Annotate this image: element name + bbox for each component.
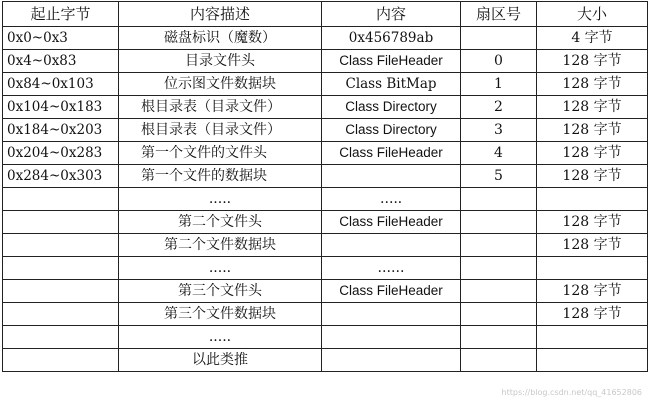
table-row [3,234,648,257]
cell-byte-range: 0x284~0x303 [3,165,119,188]
cell-size: 128 字节 [537,142,648,165]
cell-sector [461,234,537,257]
cell-content: ….. [322,188,461,211]
cell-content: Class FileHeader [322,50,461,73]
cell-size: 128 字节 [537,280,648,303]
cell-byte-range [3,188,119,211]
cell-byte-range [3,211,119,234]
cell-size: 128 字节 [537,303,648,326]
cell-description: 根目录表（目录文件） [119,96,322,119]
cell-content: Class FileHeader [322,280,461,303]
cell-description: 第三个文件数据块 [119,303,322,326]
cell-sector [461,303,537,326]
cell-size [537,257,648,280]
cell-size: 128 字节 [537,50,648,73]
cell-description: 磁盘标识（魔数） [119,27,322,50]
disk-layout-table [2,1,648,372]
cell-content: Class Directory [322,119,461,142]
cell-content: Class FileHeader [322,142,461,165]
cell-byte-range [3,349,119,372]
cell-description: 第一个文件的文件头 [119,142,322,165]
cell-byte-range: 0x104~0x183 [3,96,119,119]
cell-byte-range: 0x0~0x3 [3,27,119,50]
cell-sector: 5 [461,165,537,188]
cell-size [537,349,648,372]
cell-content: 0x456789ab [322,27,461,50]
cell-size: 128 字节 [537,211,648,234]
cell-content [322,326,461,349]
cell-sector [461,188,537,211]
cell-byte-range [3,234,119,257]
cell-byte-range [3,303,119,326]
cell-description: ..... [119,257,322,280]
cell-description: ..... [119,326,322,349]
table-row [3,119,648,142]
cell-description: 第三个文件头 [119,280,322,303]
cell-byte-range [3,257,119,280]
table-row [3,73,648,96]
table-row [3,349,648,372]
cell-byte-range [3,280,119,303]
cell-size: 128 字节 [537,165,648,188]
cell-byte-range: 0x84~0x103 [3,73,119,96]
watermark: https://blog.csdn.net/qq_41652806 [501,388,642,397]
cell-content: …… [322,257,461,280]
cell-size [537,188,648,211]
cell-sector: 0 [461,50,537,73]
cell-content: Class FileHeader [322,211,461,234]
table-row [3,188,648,211]
cell-byte-range: 0x204~0x283 [3,142,119,165]
table-row [3,27,648,50]
table-row [3,211,648,234]
cell-description: 根目录表（目录文件） [119,119,322,142]
header-sector: 扇区号 [461,2,537,27]
cell-size: 128 字节 [537,234,648,257]
cell-sector [461,211,537,234]
cell-sector: 1 [461,73,537,96]
table-row [3,50,648,73]
cell-description: 目录文件头 [119,50,322,73]
cell-content [322,165,461,188]
cell-sector [461,326,537,349]
cell-sector [461,257,537,280]
cell-description: 位示图文件数据块 [119,73,322,96]
table-row [3,326,648,349]
header-byte-range: 起止字节 [3,2,119,27]
table-row [3,280,648,303]
cell-description: ..... [119,188,322,211]
cell-sector [461,280,537,303]
cell-sector [461,349,537,372]
table-row [3,165,648,188]
cell-size: 128 字节 [537,73,648,96]
cell-content: Class BitMap [322,73,461,96]
cell-byte-range [3,326,119,349]
cell-byte-range: 0x184~0x203 [3,119,119,142]
table-row [3,303,648,326]
cell-description: 第二个文件数据块 [119,234,322,257]
cell-content [322,234,461,257]
table-row [3,96,648,119]
header-size: 大小 [537,2,648,27]
table-header-row [3,2,648,27]
cell-sector [461,27,537,50]
cell-description: 第二个文件头 [119,211,322,234]
header-content: 内容 [322,2,461,27]
cell-byte-range: 0x4~0x83 [3,50,119,73]
cell-description: 第一个文件的数据块 [119,165,322,188]
cell-sector: 3 [461,119,537,142]
cell-size [537,326,648,349]
table-row [3,257,648,280]
cell-sector: 4 [461,142,537,165]
cell-size: 128 字节 [537,96,648,119]
cell-content: Class Directory [322,96,461,119]
table-row [3,142,648,165]
cell-content [322,349,461,372]
cell-description: 以此类推 [119,349,322,372]
cell-size: 4 字节 [537,27,648,50]
cell-content [322,303,461,326]
header-description: 内容描述 [119,2,322,27]
cell-size: 128 字节 [537,119,648,142]
cell-sector: 2 [461,96,537,119]
